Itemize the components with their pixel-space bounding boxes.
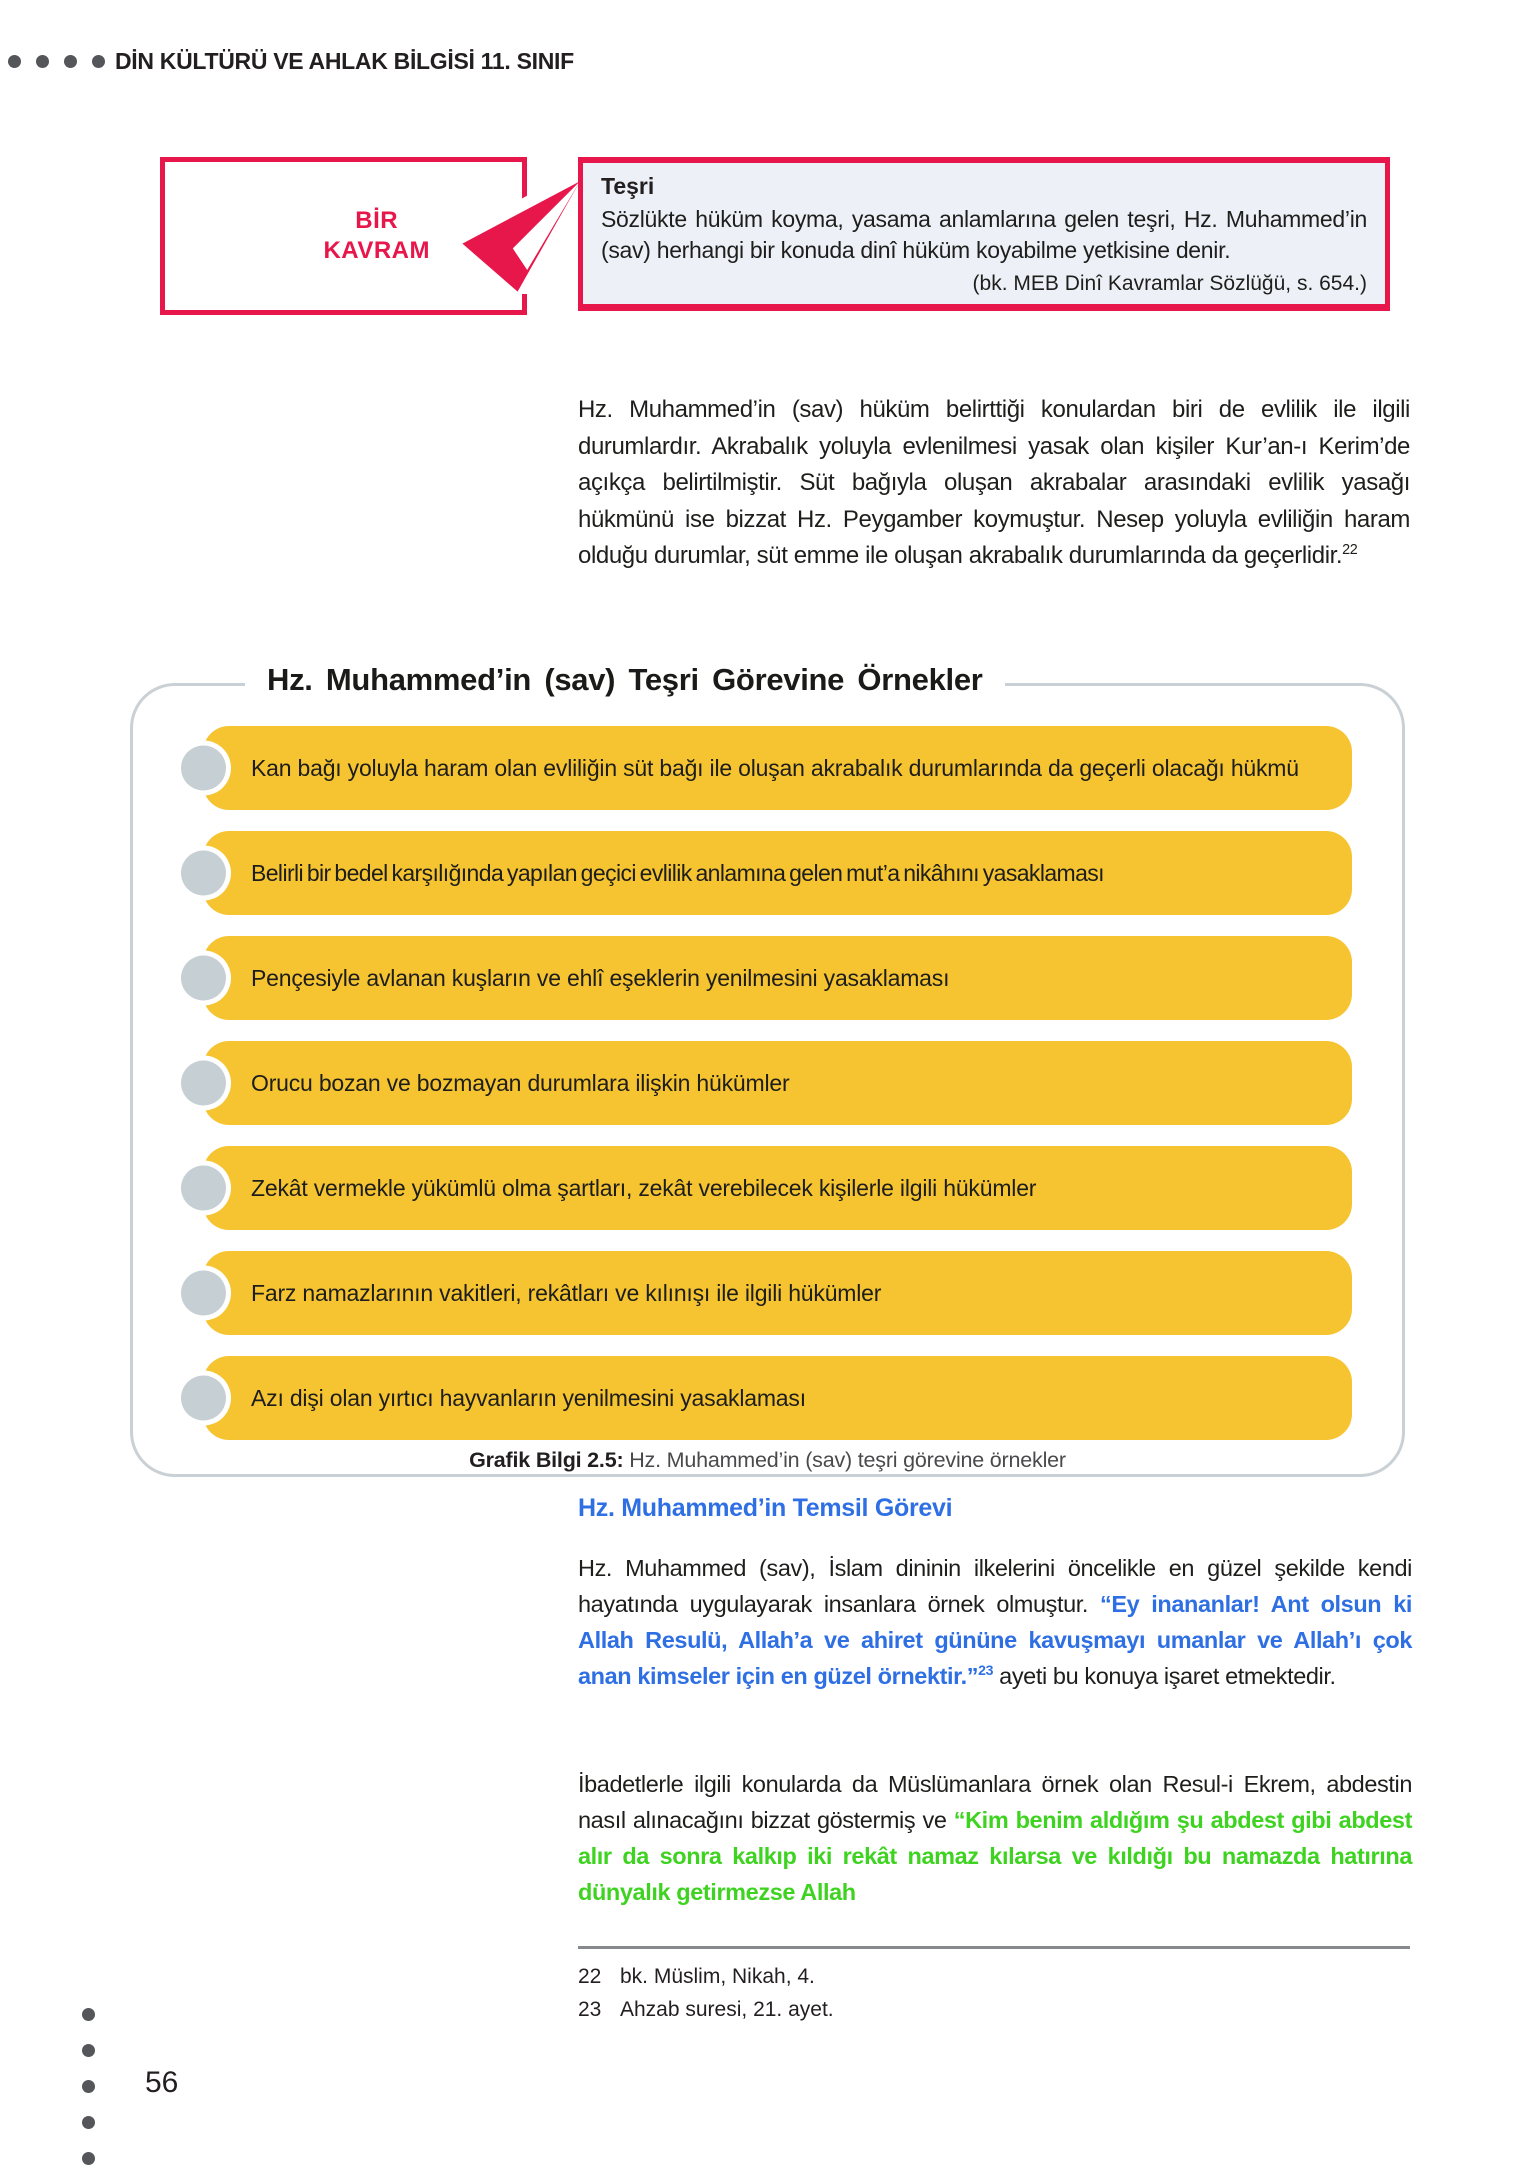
footnote-row xyxy=(578,1993,1410,2026)
list-item-text: Orucu bozan ve bozmayan durumlara ilişkin hükümler xyxy=(251,1070,790,1096)
list-item xyxy=(203,1146,1352,1230)
list-item xyxy=(203,1356,1352,1440)
header-dots-decoration xyxy=(8,55,105,68)
footnote-ref-23: 23 xyxy=(978,1662,994,1679)
grafik-info-container xyxy=(130,662,1405,1477)
list-item xyxy=(203,1041,1352,1125)
list-item xyxy=(203,726,1352,810)
bullet-circle-icon xyxy=(181,1061,226,1106)
intro-paragraph xyxy=(578,392,1410,575)
list-item-text: Farz namazlarının vakitleri, rekâtları ve kılınışı ile ilgili hükümler xyxy=(251,1280,882,1306)
paragraph-text: ayeti bu konuya işaret etmektedir. xyxy=(993,1663,1336,1689)
footnote-row xyxy=(578,1960,1410,1993)
dot-icon xyxy=(64,55,77,68)
dot-icon xyxy=(8,55,21,68)
bullet-circle-icon xyxy=(181,1166,226,1211)
definition-source: (bk. MEB Dinî Kavramlar Sözlüğü, s. 654.) xyxy=(972,272,1367,295)
dot-icon xyxy=(82,2080,95,2093)
temsil-paragraph-2 xyxy=(578,1766,1412,1910)
bullet-circle-icon xyxy=(181,746,226,791)
paragraph-text: Hz. Muhammed (sav), İslam dininin ilkelerini öncelikle en güzel şekilde kendi hayatında uygulayarak insanlara örnek olmuştur. xyxy=(578,1555,1412,1617)
dot-icon xyxy=(82,2116,95,2129)
dot-icon xyxy=(36,55,49,68)
figure-caption-label: Grafik Bilgi 2.5: xyxy=(469,1448,624,1472)
dot-icon xyxy=(92,55,105,68)
grafik-title: Hz. Muhammed’in (sav) Teşri Görevine Örnekler xyxy=(245,662,1005,698)
footnote-number: 22 xyxy=(578,1965,602,1988)
concept-callout-box xyxy=(160,157,527,315)
list-item xyxy=(203,936,1352,1020)
footnote-number: 23 xyxy=(578,1998,602,2021)
footer-dots-decoration xyxy=(82,2008,95,2165)
section-heading: Hz. Muhammed’in Temsil Görevi xyxy=(578,1494,953,1522)
paper-plane-icon xyxy=(460,174,580,294)
footnotes xyxy=(578,1960,1410,2026)
intro-text: Hz. Muhammed’in (sav) hüküm belirttiği konulardan biri de evlilik ile ilgili durumlardır. Akrabalık yoluyla evlenilmesi yasak olan kişiler Kur’an-ı Kerim’de açıkça belirtilmiştir. Süt bağıyla oluşan akrabalar arasındaki evlilik yasağı hükmünü ise bizzat Hz. Peygamber koymuştur. Nesep yoluyla evliliğin haram olduğu durumlar, süt emme ile oluşan akrabalık durumlarında da geçerlidir. xyxy=(578,396,1410,569)
list-item-text: Zekât vermekle yükümlü olma şartları, zekât verebilecek kişilerle ilgili hükümler xyxy=(251,1175,1037,1201)
page-header-title: DİN KÜLTÜRÜ VE AHLAK BİLGİSİ 11. SINIF xyxy=(115,48,574,74)
list-item-text: Kan bağı yoluyla haram olan evliliğin süt bağı ile oluşan akrabalık durumlarında da geçerli olacağı hükmü xyxy=(251,755,1299,781)
grafik-bars xyxy=(133,686,1402,1474)
bullet-circle-icon xyxy=(181,1376,226,1421)
dot-icon xyxy=(82,2152,95,2165)
list-item xyxy=(203,831,1352,915)
paragraph-text: İbadetlerle ilgili konularda da Müslümanlara örnek olan Resul-i Ekrem, abdestin nasıl alınacağını bizzat göstermiş ve xyxy=(578,1771,1412,1833)
list-item-text: Pençesiyle avlanan kuşların ve ehlî eşeklerin yenilmesini yasaklaması xyxy=(251,965,950,991)
definition-text: Sözlükte hüküm koyma, yasama anlamlarına gelen teşri, Hz. Muhammed’in (sav) herhangi bir konuda dinî hüküm koyabilme yetkisine denir. xyxy=(601,206,1367,263)
footnote-ref-22: 22 xyxy=(1342,542,1358,558)
quran-quote-blue: “Ey inananlar! Ant olsun ki Allah Resulü, Allah’a ve ahiret gününe kavuşmayı umanlar ve Allah’ı çok anan kimseler için en güzel örnektir.” xyxy=(578,1591,1412,1689)
list-item-text: Belirli bir bedel karşılığında yapılan geçici evlilik anlamına gelen mut’a nikâhını yasaklaması xyxy=(251,860,1104,886)
figure-caption xyxy=(130,1448,1405,1473)
temsil-paragraph-1 xyxy=(578,1550,1412,1694)
concept-label-line2: KAVRAM xyxy=(323,237,430,264)
definition-term: Teşri xyxy=(601,173,655,199)
definition-box xyxy=(578,157,1390,311)
dot-icon xyxy=(82,2044,95,2057)
list-item-text: Azı dişi olan yırtıcı hayvanların yenilmesini yasaklaması xyxy=(251,1385,806,1411)
concept-label xyxy=(323,206,430,266)
bullet-circle-icon xyxy=(181,851,226,896)
list-item xyxy=(203,1251,1352,1335)
footnote-text: Ahzab suresi, 21. ayet. xyxy=(620,1998,834,2021)
concept-label-line1: BİR xyxy=(355,207,399,234)
footnote-divider xyxy=(578,1946,1410,1949)
bullet-circle-icon xyxy=(181,956,226,1001)
page-number: 56 xyxy=(145,2066,179,2099)
footnote-text: bk. Müslim, Nikah, 4. xyxy=(620,1965,815,1988)
dot-icon xyxy=(82,2008,95,2021)
figure-caption-text: Hz. Muhammed’in (sav) teşri görevine örnekler xyxy=(623,1448,1066,1472)
hadith-quote-green: “Kim benim aldığım şu abdest gibi abdest alır da sonra kalkıp iki rekât namaz kılarsa ve kıldığı bu namazda hatırına dünyalık getirmezse Allah xyxy=(578,1807,1412,1905)
bullet-circle-icon xyxy=(181,1271,226,1316)
